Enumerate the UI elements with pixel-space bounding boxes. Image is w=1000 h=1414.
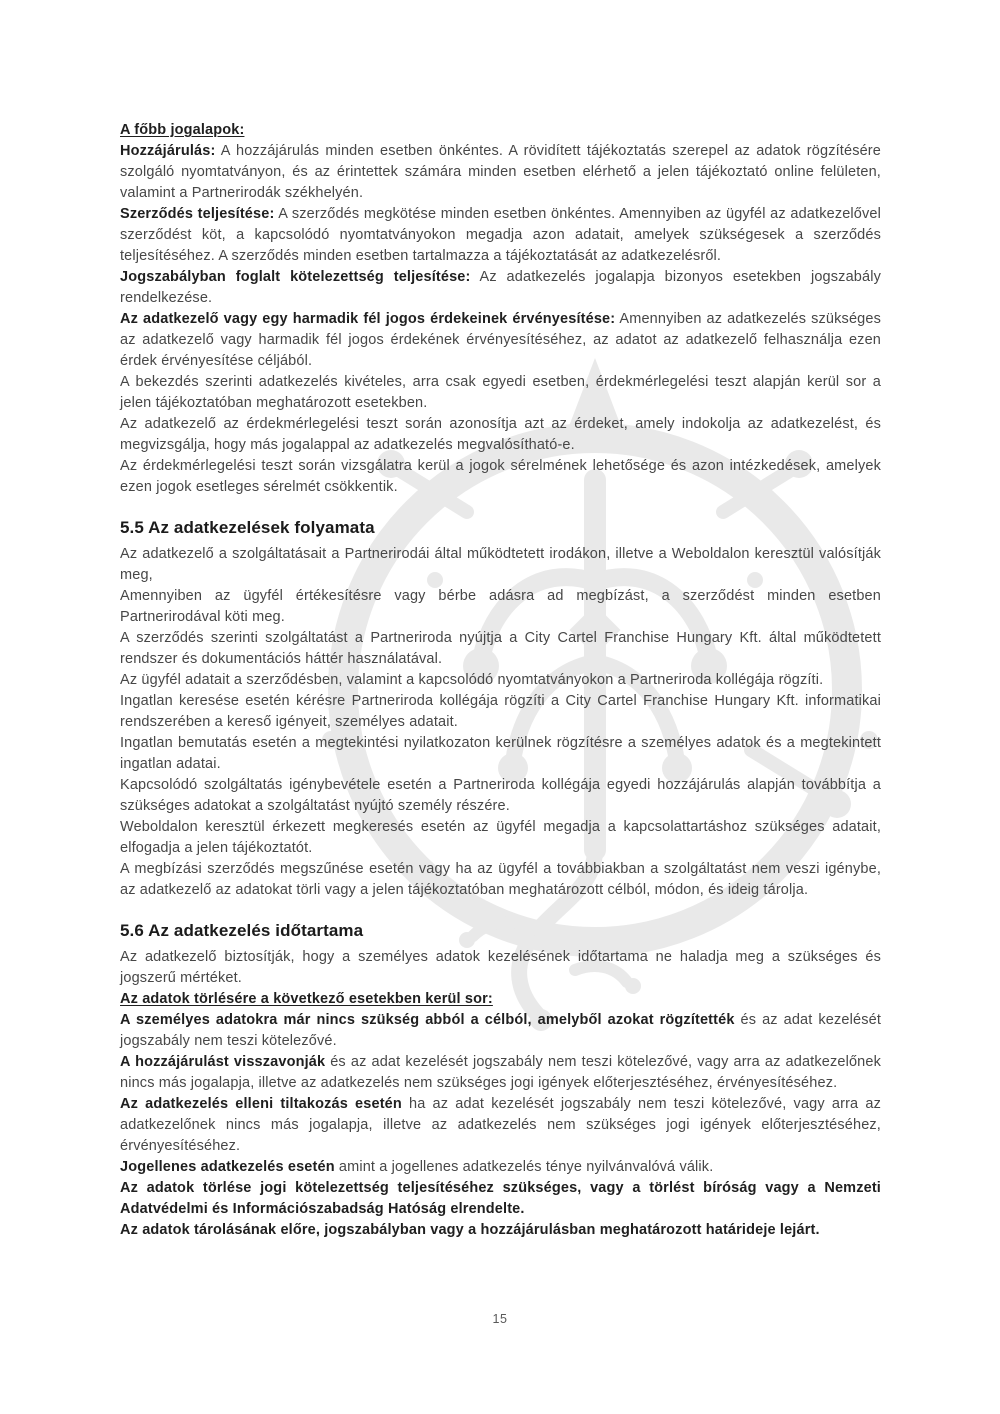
paragraph-text: ha az adat kezelését jogszabály nem teszi kötelezővé, vagy arra az adatkezelőnek nincs más jogalapja, illetve az adatkezelés nem szükséges jogi igények előterjesztéséhez, érvényesítéséhez. [120, 1096, 881, 1154]
paragraph-erdekmerlegelesi-azonositas [120, 414, 881, 456]
paragraph-text: Az adatok tárolásának előre, jogszabályban vagy a hozzájárulásban meghatározott határideje lejárt. [120, 1222, 820, 1238]
paragraph-text: Az ügyfél adatait a szerződésben, valamint a kapcsolódó nyomtatványokon a Partneriroda kollégája rögzíti. [120, 672, 824, 688]
paragraph-text: Az adatkezelő biztosítják, hogy a személyes adatok kezelésének időtartama ne haladja meg a szükséges és jogszerű mértéket. [120, 949, 881, 986]
paragraph-lead: Szerződés teljesítése: [120, 206, 275, 222]
paragraph-text: Weboldalon keresztül érkezett megkeresés esetén az ügyfél megadja a kapcsolattartáshoz szükséges adatait, elfogadja a jelen tájékoztatót. [120, 819, 881, 856]
paragraph-text: és az adat kezelését jogszabály nem teszi kötelezővé. [120, 1012, 881, 1049]
paragraph-text: A bekezdés szerinti adatkezelés kivételes, arra csak egyedi esetben, érdekmérlegelési teszt alapján kerül sor a jelen tájékoztatóban meghatározott esetekben. [120, 374, 881, 411]
paragraph-szerzodes-teljesitese [120, 204, 881, 267]
paragraph-text: Amennyiben az adatkezelés szükséges az adatkezelő vagy harmadik fél jogos érdekének érvényesítéséhez, az adatot az adatkezelő felhasználja ezen érdek érvényesítése céljából. [120, 311, 881, 369]
underlined-heading: Az adatok törlésére a következő esetekben kerül sor: [120, 991, 493, 1007]
paragraph-text: amint a jogellenes adatkezelés ténye nyilvánvalóvá válik. [334, 1159, 714, 1175]
paragraph-lead: Az adatkezelő vagy egy harmadik fél jogos érdekeinek érvényesítése: [120, 311, 616, 327]
paragraph-hozzajarulas [120, 141, 881, 204]
paragraph-ingatlan-bemutatas [120, 733, 881, 775]
paragraph-text: A hozzájárulás minden esetben önkéntes. A rövidített tájékoztatás szerepel az adatok rögzítésére szolgáló nyomtatványon, és az érintettek számára minden esetben elérhető a jelen tájékoztató online felületen, valamint a Partnerirodák székhelyén. [120, 143, 881, 201]
paragraph-tarolas-hatarideje [120, 1220, 881, 1241]
paragraph-kapcsolodo-szolgaltatas [120, 775, 881, 817]
paragraph-hozzajarulas-visszavonasa [120, 1052, 881, 1094]
paragraph-jogellenes-adatkezeles [120, 1157, 881, 1178]
paragraph-megbizasi-szerzodes-megszunese [120, 859, 881, 901]
paragraph-jogszabalyban-foglalt [120, 267, 881, 309]
section-heading-5-6: 5.6 Az adatkezelés időtartama [120, 921, 364, 940]
paragraph-text: Az adatkezelés jogalapja bizonyos esetekben jogszabály rendelkezése. [120, 269, 881, 306]
paragraph-text: Az érdekmérlegelési teszt során vizsgálatra kerül a jogok sérelmének lehetősége és azon intézkedések, amelyek ezen jogok esetleges sérelmét csökkentik. [120, 458, 881, 495]
paragraph-lead: A hozzájárulást visszavonják [120, 1054, 326, 1070]
paragraph-idotartam [120, 947, 881, 989]
paragraph-text: Amennyiben az ügyfél értékesítésre vagy bérbe adásra ad megbízást, a szerződést minden esetben Partnerirodával köti meg. [120, 588, 881, 625]
paragraph-lead: A személyes adatokra már nincs szükség abból a célból, amelyből azokat rögzítették [120, 1012, 735, 1028]
paragraph-jogos-erdek [120, 309, 881, 372]
paragraph-megbizas [120, 586, 881, 628]
heading-main-legal-bases [120, 120, 881, 141]
paragraph-text: Ingatlan bemutatás esetén a megtekintési nyilatkozaton kerülnek rögzítésre a személyes adatok és a megtekintett ingatlan adatai. [120, 735, 881, 772]
paragraph-erdekmerlegelesi-vizsgalat [120, 456, 881, 498]
paragraph-nincs-szukseg [120, 1010, 881, 1052]
paragraph-lead: Hozzájárulás: [120, 143, 216, 159]
paragraph-text: A szerződés szerinti szolgáltatást a Partneriroda nyújtja a City Cartel Franchise Hungary Kft. által működtetett rendszer és dokumentációs háttér használatával. [120, 630, 881, 667]
heading-torles-esetei [120, 989, 881, 1010]
paragraph-franchise-rendszer [120, 628, 881, 670]
paragraph-text: és az adat kezelését jogszabály nem teszi kötelezővé, vagy arra az adatkezelőnek nincs más jogalapja, illetve az adatkezelés nem szükséges jogi igények előterjesztéséhez, érvényesítéséhez. [120, 1054, 881, 1091]
paragraph-text: Kapcsolódó szolgáltatás igénybevétele esetén a Partneriroda kollégája egyedi hozzájárulás alapján továbbítja a szükséges adatokat a szolgáltatást nyújtó személy részére. [120, 777, 881, 814]
paragraph-szolgaltatasok [120, 544, 881, 586]
paragraph-text: Az adatkezelő a szolgáltatásait a Partnerirodái által működtetett irodákon, illetve a Weboldalon keresztül valósítják meg, [120, 546, 881, 583]
paragraph-lead: Jogszabályban foglalt kötelezettség teljesítése: [120, 269, 471, 285]
paragraph-text: A szerződés megkötése minden esetben önkéntes. Amennyiben az ügyfél az adatkezelővel szerződést köt, a kapcsolódó nyomtatványokon megadja azon adatait, amelyek szükségesek a szerződés teljesítéséhez. A szerződés minden esetben tartalmazza a tájékoztatását az adatkezelésről. [120, 206, 882, 264]
paragraph-text: Az adatkezelő az érdekmérlegelési teszt során azonosítja azt az érdeket, amely indokolja az adatkezelést, és megvizsgálja, hogy más jogalappal az adatkezelés megvalósítható-e. [120, 416, 881, 453]
paragraph-text: Az adatok törlése jogi kötelezettség teljesítéséhez szükséges, vagy a törlést bíróság vagy a Nemzeti Adatvédelmi és Információszabadság Hatóság elrendelte. [120, 1180, 881, 1217]
paragraph-tiltakozas [120, 1094, 881, 1157]
page-number: 15 [492, 1312, 508, 1326]
paragraph-bekezdes-szerinti [120, 372, 881, 414]
paragraph-text: Ingatlan keresése esetén kérésre Partneriroda kollégája rögzíti a City Cartel Franchise Hungary Kft. informatikai rendszerében a kereső igényeit, személyes adatait. [120, 693, 881, 730]
section-heading-5-5: 5.5 Az adatkezelések folyamata [120, 518, 375, 537]
paragraph-weboldalon-keresztul [120, 817, 881, 859]
paragraph-text: A megbízási szerződés megszűnése esetén vagy ha az ügyfél a továbbiakban a szolgáltatást nem veszi igénybe, az adatkezelő az adatokat törli vagy a jelen tájékoztatóban meghatározott célból, módon, és ideig tárolja. [120, 861, 881, 898]
paragraph-ugyfel-adatai [120, 670, 881, 691]
paragraph-lead: Jogellenes adatkezelés esetén [120, 1159, 335, 1175]
paragraph-ingatlan-keresese [120, 691, 881, 733]
underlined-heading: A főbb jogalapok: [120, 122, 245, 138]
paragraph-torles-jogi-kotelezettseg [120, 1178, 881, 1220]
paragraph-lead: Az adatkezelés elleni tiltakozás esetén [120, 1096, 402, 1112]
